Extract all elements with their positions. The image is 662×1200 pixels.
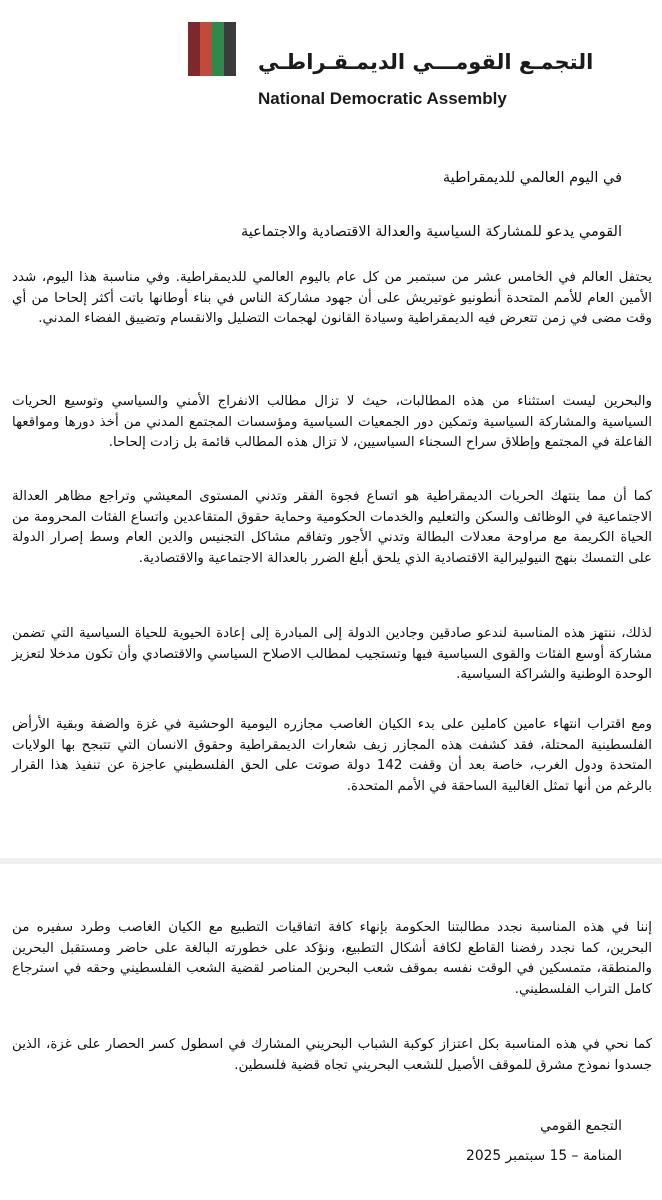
logo-stripes-icon [186, 14, 238, 76]
paragraph-1: يحتفل العالم في الخامس عشر من سبتمبر من كل عام باليوم العالمي للديمقراطية. وفي مناسبة هذا اليوم، شدد الأمين العام للأمم المتحدة أنطونيو غوتيريش على أن جهود مشاركة الناس في بناء أوطانها باتت أكثر إلحاحا من أي وقت مضى في زمن تتعرض فيه الديمقراطية وسيادة القانون لهجمات التضليل والانقسام وتضييق الفضاء المدني. [12, 270, 652, 326]
paragraph-7: كما نحي في هذه المناسبة بكل اعتزاز كوكبة الشباب البحريني المشارك في اسطول كسر الحصار على غزة، الذين جسدوا نموذج مشرق للموقف الأصيل للشعب البحريني تجاه قضية فلسطين. [12, 1037, 652, 1073]
logo-stripe-4 [224, 22, 236, 76]
organization-logo [186, 14, 594, 109]
logo-stripe-2 [200, 22, 212, 76]
org-name-arabic: التجمـع القومـــي الديمـقـراطـي [258, 50, 594, 74]
paragraph-4: لذلك، ننتهز هذه المناسبة لندعو صادقين وجادين الدولة إلى المبادرة إلى إعادة الحيوية للحياة السياسية التي تضمن مشاركة أوسع الفئات والقوى السياسية فيها وتستجيب لمطالب الاصلاح السياسي والاقتصادي وأن تكون مدخلا لتعزيز الوحدة الوطنية والشراكة السياسية. [12, 626, 652, 682]
paragraph-3: كما أن مما ينتهك الحريات الديمقراطية هو اتساع فجوة الفقر وتدني المستوى المعيشي وتراجع مظاهر العدالة الاجتماعية في الوظائف والسكن والتعليم والخدمات الحكومية وحماية حقوق المتقاعدين واتساع الفئات المحرومة من الحياة الكريمة مع مراوحة معدلات البطالة وتدني الأجور وتفاقم مشاكل التجنيس والدين العام وسط إصرار الدولة على التمسك بنهج النيوليرالية الاقتصادية الذي يلحق أبلغ الضرر بالعدالة الاجتماعية والاقتصادية. [12, 489, 652, 566]
place-date: المنامة – 15 سبتمبر 2025 [466, 1148, 622, 1164]
paragraph-2: والبحرين ليست استثناء من هذه المطالبات، حيث لا تزال مطالب الانفراج الأمني والسياسي وتوسيع الحريات السياسية والمشاركة السياسية وتمكين دور الجمعيات السياسية ومؤسسات المجتمع المدني من أخذ دورها ومواقعها الفاعلة في المجتمع وإطلاق سراح السجناء السياسيين، لا تزال هذه المطالب قائمة بل زادت إلحاحا. [12, 394, 652, 450]
org-name-english: National Democratic Assembly [258, 89, 507, 108]
paragraph-5: ومع اقتراب انتهاء عامين كاملين على بدء الكيان الغاصب مجازره اليومية الوحشية في غزة والضفة وبقية الأرأض الفلسطينية المحتلة، فقد كشفت هذه المجازر زيف شعارات الديمقراطية وحقوق الانسان التي تتبجح بها الولايات المتحدة ودول الغرب، خاصة بعد أن وقفت 142 دولة صوتت على الحق الفلسطيني عاجزة عن تنفيذ هذا القرار بالرغم من أنها تمثل الغالبية الساحقة في الأمم المتحدة. [12, 717, 652, 794]
page-divider [0, 858, 662, 864]
document-subtitle: القومي يدعو للمشاركة السياسية والعدالة الاقتصادية والاجتماعية [240, 224, 622, 240]
signature: التجمع القومي [540, 1118, 622, 1134]
logo-stripe-1 [188, 22, 200, 76]
document-title: في اليوم العالمي للديمقراطية [442, 170, 622, 186]
logo-stripe-3 [212, 22, 224, 76]
paragraph-6: إننا في هذه المناسبة نجدد مطالبتنا الحكومة بإنهاء كافة اتفاقيات التطبيع مع الكيان الغاصب وطرد سفيره من البحرين، كما نجدد رفضنا القاطع لكافة أشكال التطبيع، ونؤكد على خطورته البالغة على حاضر ومستقبل البحرين والمنطقة، متمسكين في الوقت نفسه بموقف شعب البحرين المناصر لقضية الشعب الفلسطيني وحقه في استرجاع كامل التراب الفلسطيني. [12, 920, 652, 997]
